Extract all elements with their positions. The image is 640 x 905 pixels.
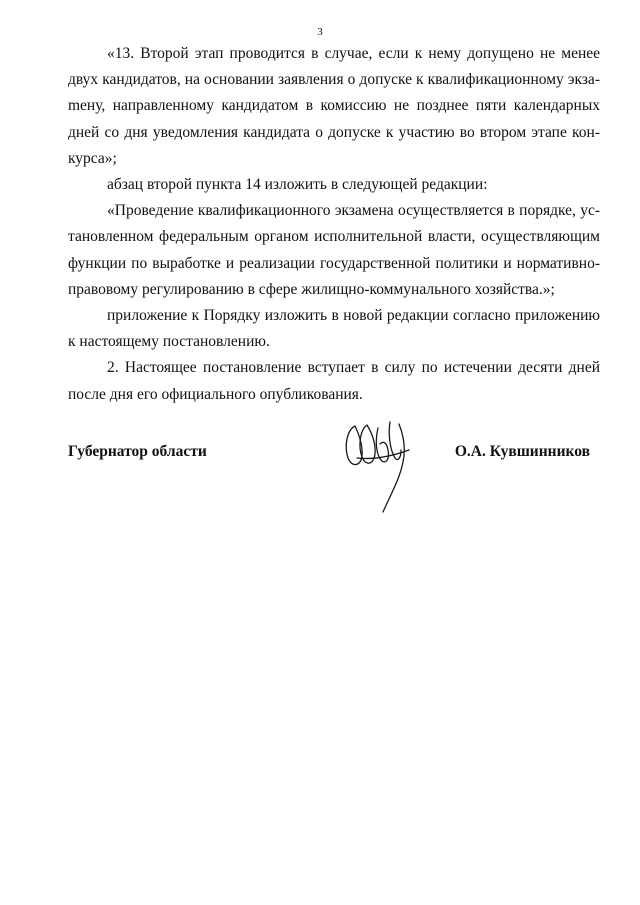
signatory-position: Губернатор области — [68, 443, 207, 460]
page-number: 3 — [317, 26, 323, 38]
signature-block — [68, 432, 600, 532]
paragraph-item-13: «13. Второй этап проводится в случае, если к нему допущено не менее двух кандидатов, на основании заявления о допуске к квалификационному экзаmену, направленному кандидатом в комиссию не позднее пяти календарных дней со дня уведомления кандидата о допуске к участию во втором этапе конкурса»; — [68, 45, 600, 167]
signatory-name: О.А. Кувшинников — [454, 443, 590, 460]
paragraph-entry-into-force: 2. Настоящее постановление вступает в силу по истечении десяти дней после дня его официального опубликования. — [68, 359, 600, 403]
paragraph-appendix: приложение к Порядку изложить в новой редакции согласно приложению к настоящему постановлению. — [68, 307, 600, 351]
handwritten-signature-icon — [343, 416, 423, 520]
document-body — [68, 41, 600, 408]
paragraph-amend-item-14: абзац второй пункта 14 изложить в следующей редакции: — [107, 176, 488, 194]
paragraph-qualification-exam: «Проведение квалификационного экзамена осуществляется в порядке, установленном федеральным органом исполнительной власти, осуществляющим функции по выработке и реализации государственной политики и нормативно-правовому регулированию в сфере жилищно-коммунального хозяйства.»; — [68, 202, 600, 298]
